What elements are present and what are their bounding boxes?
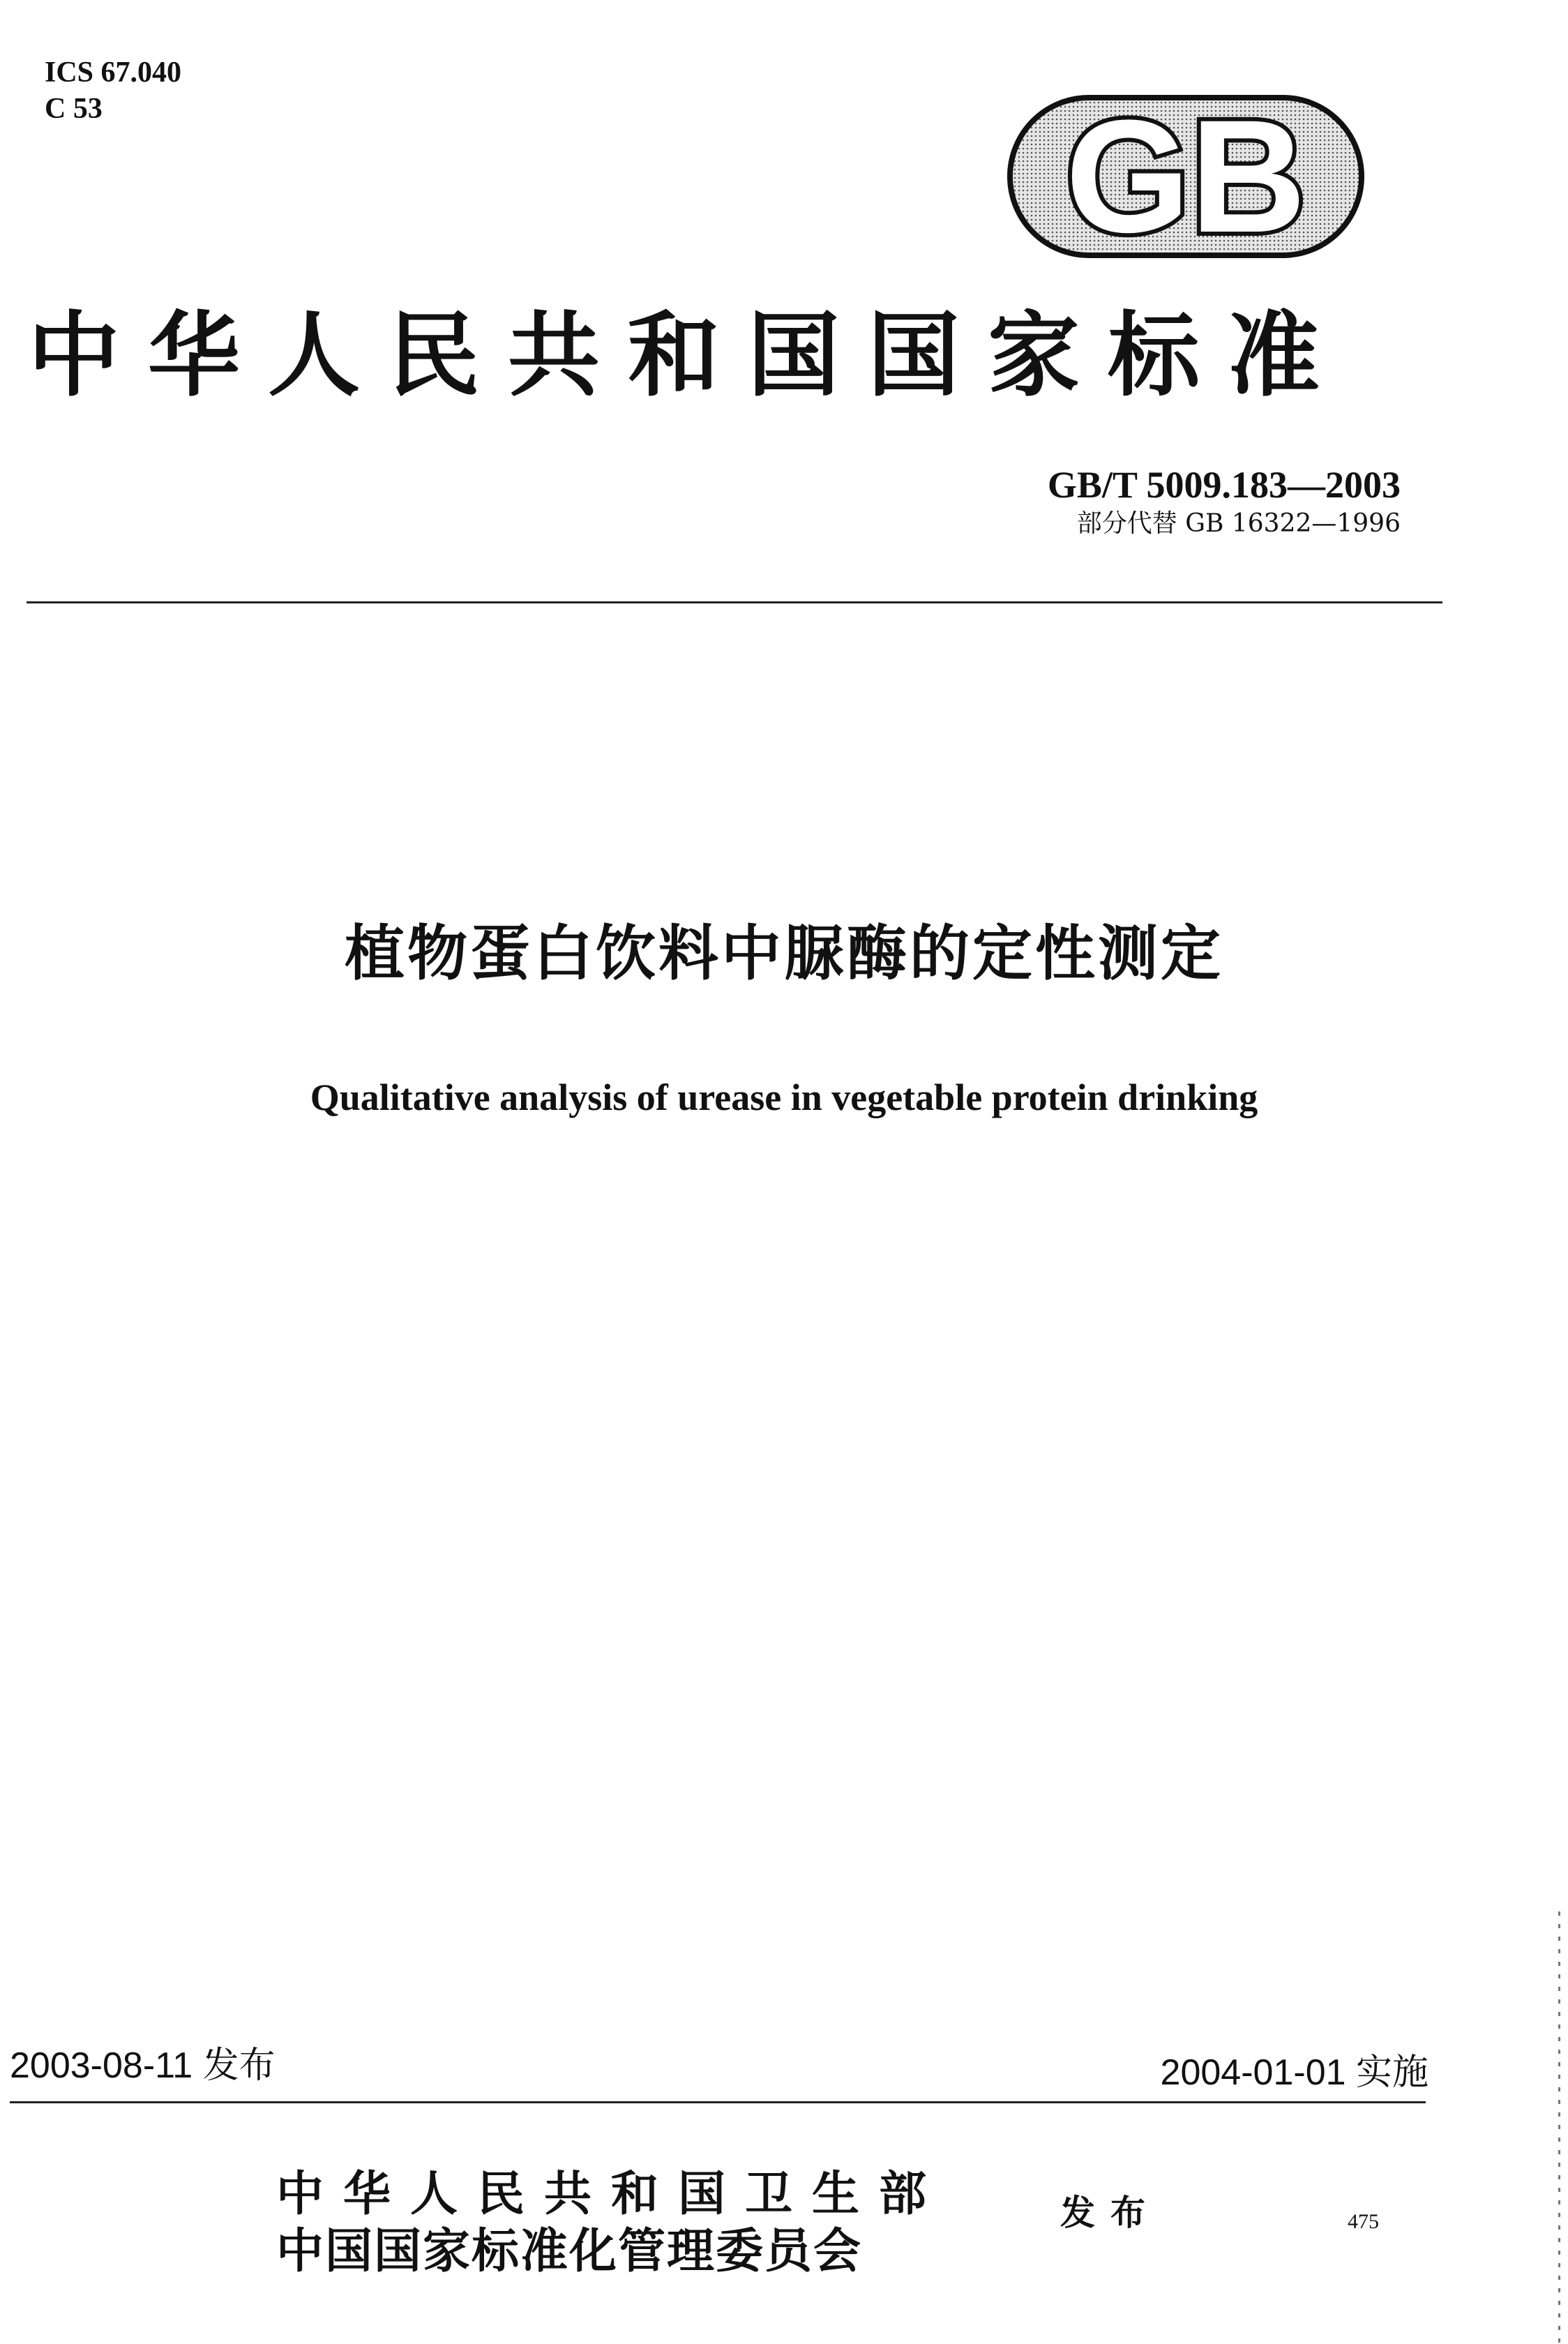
issue-date: 2003-08-11 发布 — [10, 2045, 276, 2086]
standard-number: GB/T 5009.183—2003 — [1047, 464, 1401, 506]
replaces-note: 部分代替 GB 16322—1996 — [1076, 509, 1401, 538]
gb-logo-text: GB — [1065, 87, 1306, 265]
top-divider — [27, 601, 1442, 603]
document-title-english: Qualitative analysis of urease in vegetable protein drinking — [310, 1076, 1258, 1118]
issuer-ministry-of-health: 中华人民共和国卫生部 — [276, 2166, 947, 2222]
national-standard-heading: 中华人民共和国国家标准 — [28, 301, 1348, 410]
page-number: 475 — [1348, 2210, 1379, 2233]
classification-codes — [45, 54, 181, 127]
ccs-code: C 53 — [45, 93, 103, 125]
ics-code: ICS 67.040 — [45, 57, 182, 89]
document-title-chinese: 植物蛋白饮料中脲酶的定性测定 — [345, 919, 1223, 989]
scan-edge-artifact — [1558, 1911, 1560, 2344]
gb-standard-logo-icon — [1004, 84, 1367, 265]
bottom-divider — [10, 2101, 1426, 2103]
issuing-authorities — [276, 2165, 946, 2280]
issuer-standardization-administration: 中国国家标准化管理委员会 — [276, 2223, 863, 2279]
publish-label: 发布 — [1060, 2192, 1161, 2233]
implementation-date: 2004-01-01 实施 — [1160, 2052, 1428, 2093]
